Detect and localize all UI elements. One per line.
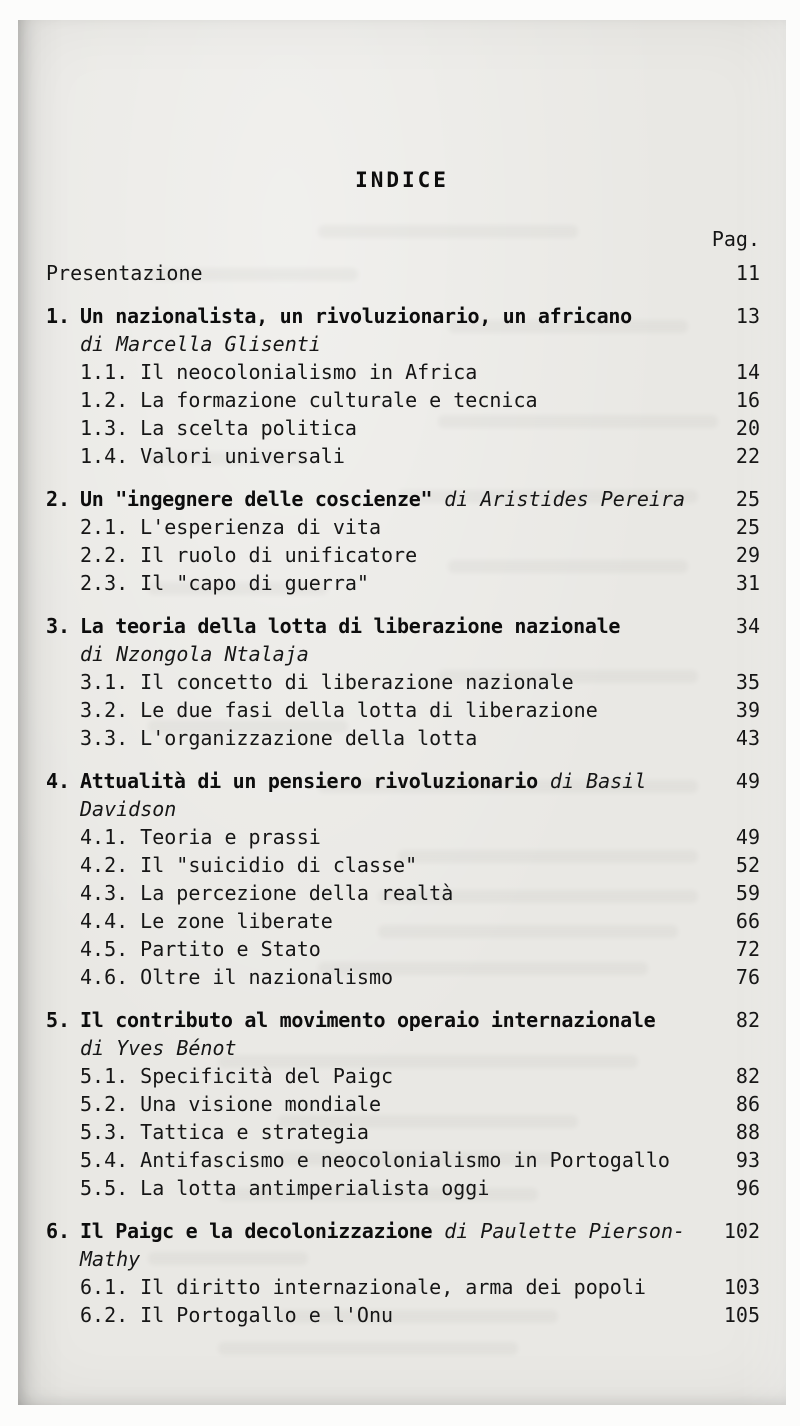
entry-title-line xyxy=(80,302,708,330)
subentry-title: La scelta politica xyxy=(140,416,357,440)
subentry-title: La lotta antimperialista oggi xyxy=(140,1176,490,1200)
page-number: 25 xyxy=(735,487,760,511)
subentry-number: 4.4. xyxy=(80,909,129,933)
entry-author: di Basil xyxy=(549,769,647,793)
page-number: 76 xyxy=(735,965,760,989)
toc-row xyxy=(46,485,760,513)
subentry-number: 5.2. xyxy=(80,1092,129,1116)
subentry-title: Il concetto di liberazione nazionale xyxy=(140,670,574,694)
page-number: 14 xyxy=(735,360,760,384)
subentry-title: Il neocolonialismo in Africa xyxy=(140,360,478,384)
toc-subentry xyxy=(80,541,760,569)
toc-subentry xyxy=(80,823,760,851)
toc-subentry xyxy=(80,386,760,414)
subentry-title: L'esperienza di vita xyxy=(140,515,381,539)
page-number: 16 xyxy=(735,388,760,412)
entry-author: di Yves Bénot xyxy=(80,1036,237,1060)
toc-subentry xyxy=(80,513,760,541)
subentry-number: 6.1. xyxy=(80,1275,129,1299)
subentry-title: Il "suicidio di classe" xyxy=(140,853,418,877)
chapter-number: 5. xyxy=(46,1008,71,1032)
page-column-header-row xyxy=(18,225,786,253)
subentry-title: Il "capo di guerra" xyxy=(140,571,369,595)
entry-title: Un "ingegnere delle coscienze" xyxy=(80,487,433,511)
entry-title: La teoria della lotta di liberazione nazionale xyxy=(80,614,621,638)
entry-title: Un nazionalista, un rivoluzionario, un africano xyxy=(80,304,632,328)
toc-subentry xyxy=(80,1118,760,1146)
chapter-number: 6. xyxy=(46,1219,71,1243)
page-number: 20 xyxy=(735,416,760,440)
chapter-number: 2. xyxy=(46,487,71,511)
toc-subentry xyxy=(80,963,760,991)
subentry-number: 2.2. xyxy=(80,543,129,567)
toc-row xyxy=(46,1006,760,1034)
subentry-number: 3.1. xyxy=(80,670,129,694)
toc-row xyxy=(46,612,760,640)
page-number: 35 xyxy=(735,670,760,694)
entry-author: di Marcella Glisenti xyxy=(80,332,321,356)
subentry-title: Le due fasi della lotta di liberazione xyxy=(140,698,598,722)
toc-row xyxy=(46,259,760,287)
page-number: 59 xyxy=(735,881,760,905)
subentry-title: Una visione mondiale xyxy=(140,1092,381,1116)
toc-subentry xyxy=(80,851,760,879)
subentry-number: 1.2. xyxy=(80,388,129,412)
entry-title: Attualità di un pensiero rivoluzionario xyxy=(80,769,538,793)
toc-row xyxy=(46,1217,760,1273)
entry-title-line xyxy=(80,1217,708,1245)
page-number: 105 xyxy=(723,1303,760,1327)
page-number: 103 xyxy=(723,1275,760,1299)
subentry-number: 3.3. xyxy=(80,726,129,750)
toc-chapter xyxy=(46,1217,760,1329)
page-number: 11 xyxy=(735,261,760,285)
subentry-number: 4.1. xyxy=(80,825,129,849)
entry-author: di Paulette Pierson- xyxy=(444,1219,686,1243)
subentry-number: 1.1. xyxy=(80,360,129,384)
entry-text xyxy=(80,767,708,823)
toc-chapter xyxy=(46,302,760,470)
subentry-number: 2.1. xyxy=(80,515,129,539)
toc-subentry xyxy=(80,1146,760,1174)
subentry-title: Il ruolo di unificatore xyxy=(140,543,418,567)
toc-subentry xyxy=(80,358,760,386)
subentry-number: 2.3. xyxy=(80,571,129,595)
entry-text xyxy=(80,1217,708,1273)
subentry-number: 5.5. xyxy=(80,1176,129,1200)
entry-title-line xyxy=(80,767,708,795)
page-column-header: Pag. xyxy=(711,227,760,251)
toc-chapter xyxy=(46,767,760,991)
page-number: 93 xyxy=(735,1148,760,1172)
entry-text xyxy=(80,612,708,640)
toc-subentry xyxy=(80,442,760,470)
page-number: 96 xyxy=(735,1176,760,1200)
subentry-title: Il diritto internazionale, arma dei popoli xyxy=(140,1275,646,1299)
page-number: 25 xyxy=(735,515,760,539)
entry-title: Il Paigc e la decolonizzazione xyxy=(80,1219,433,1243)
page-number: 66 xyxy=(735,909,760,933)
entry-title-line xyxy=(80,1006,708,1034)
subentry-title: Valori universali xyxy=(140,444,345,468)
entry-author-continued: Davidson xyxy=(80,797,177,821)
toc-subentry xyxy=(80,1301,760,1329)
subentry-title: Oltre il nazionalismo xyxy=(140,965,394,989)
entry-text xyxy=(46,259,708,287)
entry-author: di Nzongola Ntalaja xyxy=(80,642,309,666)
page-number: 39 xyxy=(735,698,760,722)
page-number: 29 xyxy=(735,543,760,567)
subentry-title: La percezione della realtà xyxy=(140,881,454,905)
toc-subentry xyxy=(80,1090,760,1118)
entry-author: di Aristides Pereira xyxy=(444,487,686,511)
toc-subentry xyxy=(80,569,760,597)
toc-subentry xyxy=(80,907,760,935)
subentry-number: 4.6. xyxy=(80,965,129,989)
chapter-number: 3. xyxy=(46,614,71,638)
subentry-title: Partito e Stato xyxy=(140,937,321,961)
subentry-number: 4.3. xyxy=(80,881,129,905)
toc-subentry xyxy=(80,724,760,752)
page-number: 49 xyxy=(735,825,760,849)
toc-row xyxy=(46,302,760,330)
chapter-number: 1. xyxy=(46,304,71,328)
toc-subentry xyxy=(80,1273,760,1301)
subentry-title: L'organizzazione della lotta xyxy=(140,726,478,750)
entry-author-continued: Mathy xyxy=(80,1247,141,1271)
toc-subentry xyxy=(80,696,760,724)
toc-chapter xyxy=(46,1006,760,1202)
subentry-title: Teoria e prassi xyxy=(140,825,321,849)
page-number: 31 xyxy=(735,571,760,595)
entry-title: Il contributo al movimento operaio internazionale xyxy=(80,1008,656,1032)
toc-subentry xyxy=(80,1174,760,1202)
page-number: 82 xyxy=(735,1064,760,1088)
subentry-title: Tattica e strategia xyxy=(140,1120,369,1144)
entry-title-line xyxy=(80,485,708,513)
subentry-number: 3.2. xyxy=(80,698,129,722)
page-title: INDICE xyxy=(355,168,449,192)
subentry-number: 1.4. xyxy=(80,444,129,468)
toc-chapter xyxy=(46,485,760,597)
subentry-number: 4.2. xyxy=(80,853,129,877)
toc-subentry xyxy=(80,1062,760,1090)
subentry-number: 5.3. xyxy=(80,1120,129,1144)
toc-subentry xyxy=(80,879,760,907)
entry-text xyxy=(80,485,708,513)
entry-text xyxy=(80,302,708,330)
entry-title-line xyxy=(46,259,708,287)
table-of-contents-page xyxy=(18,20,786,1405)
subentry-title: La formazione culturale e tecnica xyxy=(140,388,538,412)
page-number: 88 xyxy=(735,1120,760,1144)
entry-title-line xyxy=(80,612,708,640)
page-number: 102 xyxy=(723,1219,760,1243)
page-number: 43 xyxy=(735,726,760,750)
subentry-title: Antifascismo e neocolonialismo in Portogallo xyxy=(140,1148,670,1172)
toc-entries xyxy=(18,253,786,1329)
page-number: 13 xyxy=(735,304,760,328)
toc-row xyxy=(46,767,760,823)
toc-subentry xyxy=(80,668,760,696)
subentry-number: 5.4. xyxy=(80,1148,129,1172)
subentry-number: 6.2. xyxy=(80,1303,129,1327)
toc-entry xyxy=(46,259,760,287)
page-number: 52 xyxy=(735,853,760,877)
chapter-number: 4. xyxy=(46,769,71,793)
page-number: 22 xyxy=(735,444,760,468)
entry-title: Presentazione xyxy=(46,261,203,285)
subentry-number: 1.3. xyxy=(80,416,129,440)
toc-subentry xyxy=(80,414,760,442)
subentry-title: Le zone liberate xyxy=(140,909,333,933)
toc-subentry xyxy=(80,935,760,963)
subentry-title: Specificità del Paigc xyxy=(140,1064,394,1088)
subentry-number: 4.5. xyxy=(80,937,129,961)
page-number: 72 xyxy=(735,937,760,961)
page-number: 34 xyxy=(735,614,760,638)
toc-chapter xyxy=(46,612,760,752)
page-number: 49 xyxy=(735,769,760,793)
subentry-number: 5.1. xyxy=(80,1064,129,1088)
page-number: 86 xyxy=(735,1092,760,1116)
subentry-title: Il Portogallo e l'Onu xyxy=(140,1303,394,1327)
page-number: 82 xyxy=(735,1008,760,1032)
entry-text xyxy=(80,1006,708,1034)
ghost-text-smudge xyxy=(218,1342,518,1355)
